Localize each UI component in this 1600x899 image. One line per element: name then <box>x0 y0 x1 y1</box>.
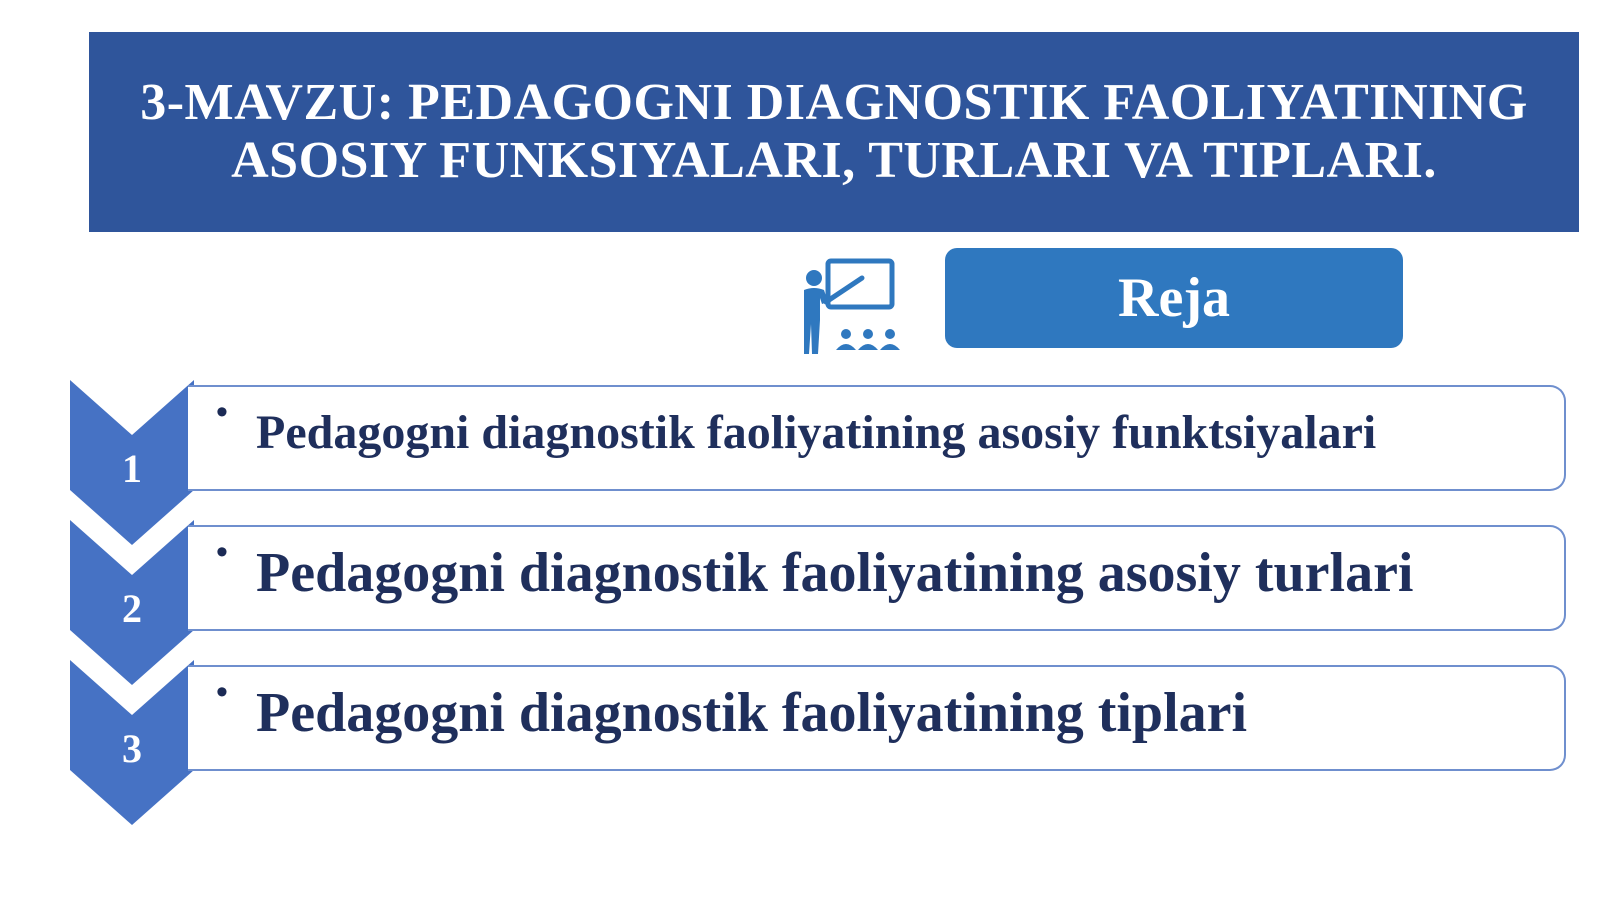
bullet-icon: • <box>216 393 228 431</box>
item-number-1: 1 <box>122 446 142 491</box>
item-number-3: 3 <box>122 726 142 771</box>
title-line-1: 3-MAVZU: PEDAGOGNI DIAGNOSTIK FAOLIYATINING <box>140 74 1528 131</box>
list-item-text: Pedagogni diagnostik faoliyatining asosiy funktsiyalari <box>256 406 1377 459</box>
bullet-icon: • <box>216 533 228 571</box>
presenter-classroom-icon <box>800 258 915 358</box>
bullet-icon: • <box>216 673 228 711</box>
item-number-2: 2 <box>122 586 142 631</box>
reja-button[interactable] <box>945 248 1403 348</box>
reja-label: Reja <box>1118 267 1230 329</box>
list-item-3[interactable] <box>188 665 1566 771</box>
list-item-2[interactable] <box>188 525 1566 631</box>
list-item-1[interactable] <box>188 385 1566 491</box>
list-item-text: Pedagogni diagnostik faoliyatining asosiy turlari <box>256 542 1414 604</box>
list-item-text: Pedagogni diagnostik faoliyatining tiplari <box>256 682 1248 744</box>
title-banner <box>89 32 1579 232</box>
title-line-2: ASOSIY FUNKSIYALARI, TURLARI VA TIPLARI. <box>231 132 1437 189</box>
